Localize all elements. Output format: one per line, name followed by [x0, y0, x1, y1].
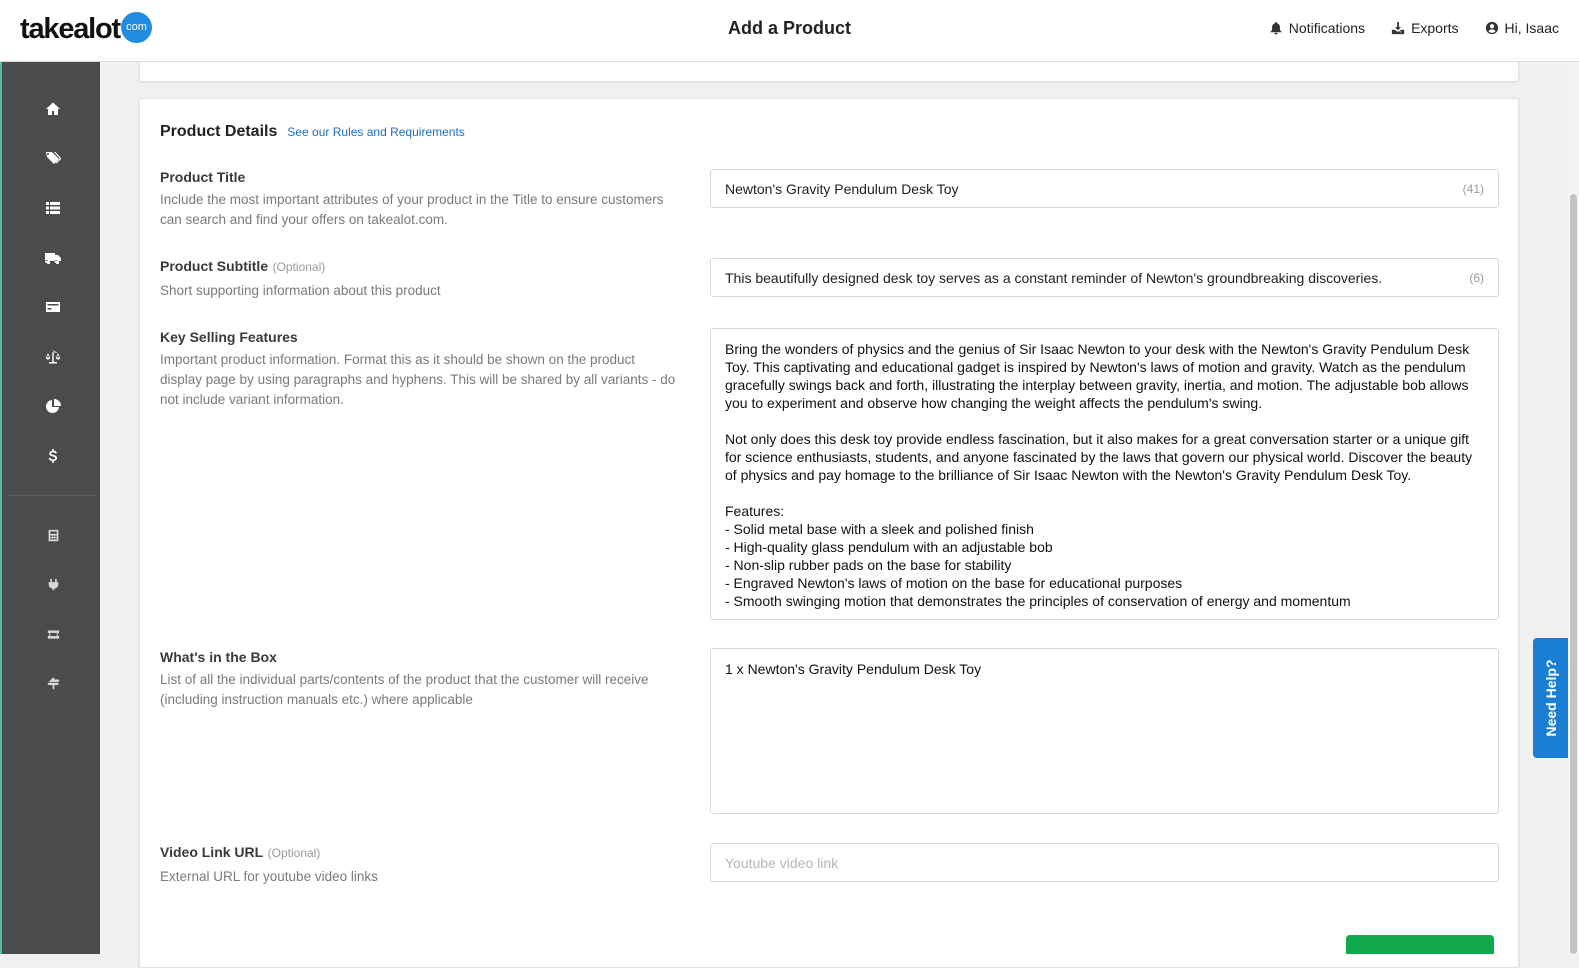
product-subtitle-label-group: [160, 258, 680, 301]
page-scrollbar[interactable]: [1568, 62, 1579, 954]
video-link-optional: (Optional): [267, 846, 321, 860]
product-subtitle-optional: (Optional): [272, 260, 326, 274]
product-title-value: Newton's Gravity Pendulum Desk Toy: [725, 180, 959, 197]
scale-icon[interactable]: [44, 348, 62, 366]
product-details-card: [139, 98, 1519, 968]
product-subtitle-value: This beautifully designed desk toy serves as a constant reminder of Newton's groundbreaking discoveries.: [725, 269, 1383, 286]
product-subtitle-counter: (6): [1469, 270, 1484, 285]
download-icon: [1391, 21, 1405, 35]
product-title-description: Include the most important attributes of your product in the Title to ensure customers can search and find your offers on takealot.com.: [160, 192, 664, 227]
pie-chart-icon[interactable]: [44, 397, 62, 415]
whats-in-box-value: 1 x Newton's Gravity Pendulum Desk Toy: [725, 661, 982, 677]
product-title-input[interactable]: [710, 169, 1499, 208]
user-circle-icon: [1485, 21, 1499, 35]
video-link-placeholder: Youtube video link: [725, 854, 839, 871]
video-link-description: External URL for youtube video links: [160, 869, 378, 884]
product-subtitle-input[interactable]: [710, 258, 1499, 297]
section-title: Product Details: [160, 123, 278, 140]
dollar-icon[interactable]: [44, 447, 62, 465]
signpost-icon[interactable]: [44, 674, 62, 692]
product-title-label-group: [160, 169, 680, 230]
sidebar: [0, 62, 100, 954]
home-icon[interactable]: [44, 100, 62, 118]
bell-icon: [1269, 21, 1283, 35]
need-help-tab[interactable]: [1533, 638, 1569, 758]
key-selling-features-label: Key Selling Features: [160, 329, 298, 345]
page-title: Add a Product: [727, 18, 851, 38]
video-link-label: Video Link URL: [160, 844, 264, 860]
logo-badge: com: [121, 12, 152, 43]
product-title-counter: (41): [1462, 181, 1484, 196]
list-icon[interactable]: [44, 199, 62, 217]
credit-card-icon[interactable]: [44, 298, 62, 316]
key-selling-features-value: Bring the wonders of physics and the genius of Sir Isaac Newton to your desk with the Newton's Gravity Pendulum Desk Toy. This captivating and educational gadget is inspired by Newton's laws of motion and gravity. Watch as the pendulum gracefully swings back and forth, illustrating the interplay between gravity, inertia, and motion. The adjustable bob allows you to experiment and observe how changing the weight affects the pendulum's swing. Not only does this desk toy provide endless fascination, but it also makes for a great conversation starter or a unique gift for science enthusiasts, students, and anyone fascinated by the laws that govern our physical world. Discover the beauty of physics and pay homage to the brilliance of Sir Isaac Newton with the Newton's Gravity Pendulum Desk Toy. Features: - Solid metal base with a sleek and polished finish - High-quality glass pendulum with an adjustable bob - Non-slip rubber pads on the base for stability - Engraved Newton's laws of motion on the base for educational purposes - Smooth swinging motion that demonstrates the principles of conservation of energy and momentum: [725, 341, 1473, 609]
tags-icon[interactable]: [44, 149, 62, 167]
notifications-link[interactable]: [1269, 20, 1365, 36]
product-subtitle-description: Short supporting information about this product: [160, 283, 441, 298]
exports-label: Exports: [1411, 20, 1459, 36]
whats-in-box-textarea[interactable]: [710, 648, 1499, 814]
section-header: [160, 123, 465, 141]
video-link-label-group: [160, 844, 680, 887]
notifications-label: Notifications: [1288, 20, 1366, 36]
logo-wordmark: takealot: [20, 13, 120, 45]
submit-button[interactable]: [1346, 935, 1494, 954]
whats-in-box-label: What's in the Box: [160, 649, 277, 665]
whats-in-box-label-group: [160, 649, 680, 710]
exports-link[interactable]: [1391, 20, 1458, 36]
key-selling-features-description: Important product information. Format this as it should be shown on the product display page by using paragraphs and hyphens. This will be shared by all variants - do not include variant information.: [160, 352, 676, 407]
ticket-icon[interactable]: [44, 625, 62, 643]
user-greeting: Hi, Isaac: [1504, 20, 1559, 36]
truck-icon[interactable]: [44, 249, 62, 267]
user-menu[interactable]: [1485, 20, 1559, 36]
key-selling-features-textarea[interactable]: [710, 328, 1499, 620]
video-link-input[interactable]: [710, 843, 1499, 882]
product-subtitle-label: Product Subtitle: [160, 258, 269, 274]
key-selling-features-label-group: [160, 329, 680, 410]
whats-in-box-description: List of all the individual parts/contents of the product that the customer will receive (including instruction manuals etc.) where applicable: [160, 672, 649, 707]
scrollbar-thumb[interactable]: [1570, 194, 1577, 954]
top-bar: [0, 0, 1579, 62]
top-navigation: [1269, 20, 1559, 36]
product-title-label: Product Title: [160, 169, 246, 185]
sidebar-divider: [8, 495, 96, 496]
plug-icon[interactable]: [44, 575, 62, 593]
rules-requirements-link[interactable]: See our Rules and Requirements: [287, 125, 465, 139]
calculator-icon[interactable]: [44, 526, 62, 544]
need-help-label: Need Help?: [1543, 659, 1559, 737]
